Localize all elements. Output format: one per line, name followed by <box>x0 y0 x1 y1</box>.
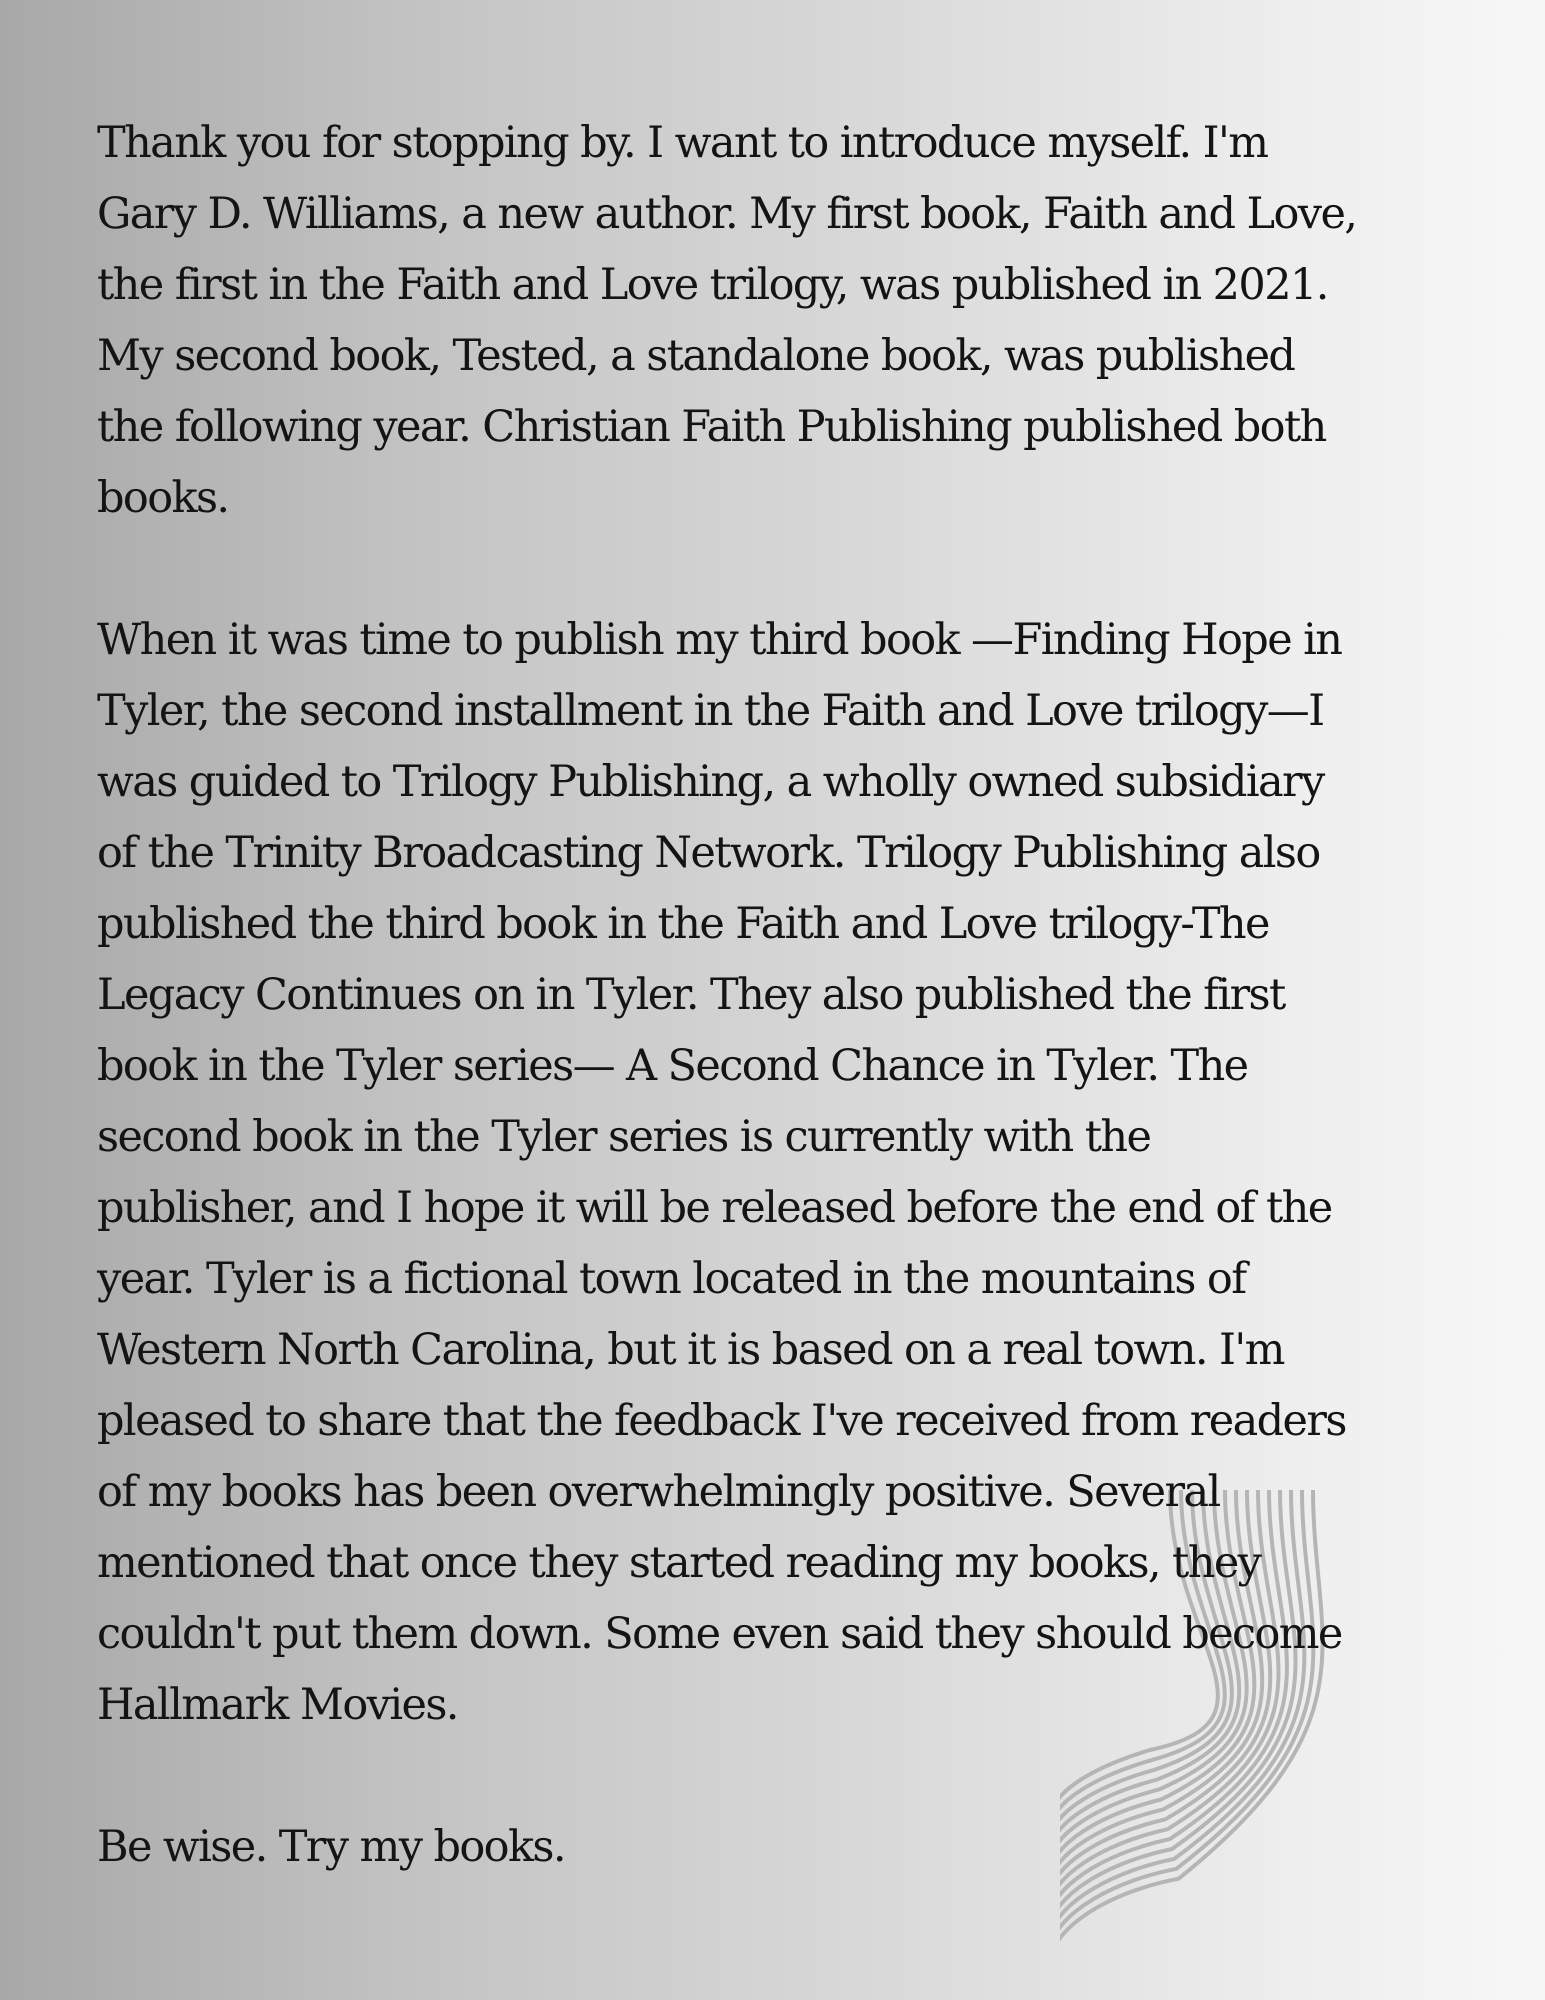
letter-body <box>97 108 1497 1883</box>
paragraph-closing: Be wise. Try my books. <box>97 1822 565 1872</box>
paragraph-publishing-history: When it was time to publish my third book —Finding Hope in Tyler, the second installment in the Faith and Love trilogy—I was guided to Trilogy Publishing, a wholly owned subsidiary of the Trinity Broadcasting Network. Trilogy Publishing also published the third book in the Faith and Love trilogy-The Legacy Continues on in Tyler. They also published the first book in the Tyler series— A Second Chance in Tyler. The second book in the Tyler series is currently with the publisher, and I hope it will be released before the end of the year. Tyler is a fictional town located in the mountains of Western North Carolina, but it is based on a real town. I'm pleased to share that the feedback I've received from readers of my books has been overwhelmingly positive. Several mentioned that once they started reading my books, they couldn't put them down. Some even said they should become Hallmark Movies. <box>97 615 1346 1730</box>
paragraph-introduction: Thank you for stopping by. I want to introduce myself. I'm Gary D. Williams, a new author. My first book, Faith and Love, the first in the Faith and Love trilogy, was published in 2021. My second book, Tested, a standalone book, was published the following year. Christian Faith Publishing published both books. <box>97 118 1357 523</box>
